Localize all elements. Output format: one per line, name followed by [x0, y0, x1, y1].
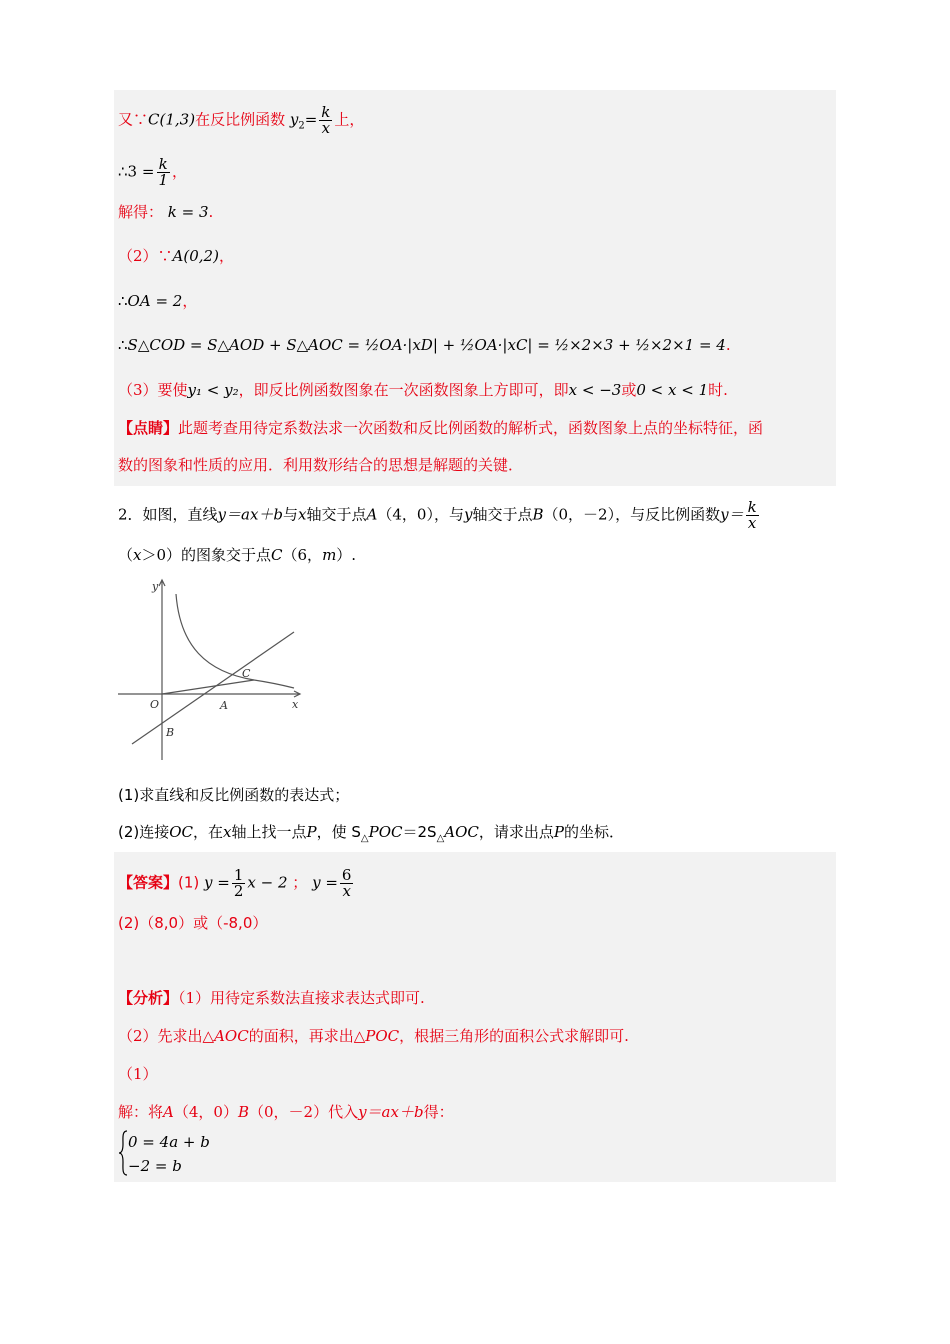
- analysis-tag: 【分析】: [118, 989, 179, 1007]
- label-b: B: [166, 726, 175, 739]
- fraction: $\frac{k}{1}$: [158, 155, 168, 189]
- line-7: （3）要使y₁ < y₂，即反比例函数图象在一次函数图象上方即可，即x < −3或0 < x < 1时.: [118, 381, 728, 399]
- answer-tag: 【答案】: [118, 873, 179, 892]
- line-1: 又∵C(1,3)在反比例函数 $y_2=$ $\frac{k}{x}$ 上，: [118, 103, 365, 137]
- comment-line-1: 【点睛】此题考查用待定系数法求一次函数和反比例函数的解析式，函数图象上点的坐标特征，函: [118, 419, 764, 437]
- line-graph: [132, 632, 294, 744]
- problem-2-stem-1: 2．如图，直线y＝ax＋b与x轴交于点A（4，0），与y轴交于点B（0，－2），与反比例函数y＝ $\frac{k}{x}$: [118, 498, 757, 532]
- brace-icon: [118, 1130, 128, 1176]
- line-5: ∴OA = 2，: [118, 292, 198, 310]
- question-1: (1)求直线和反比例函数的表达式；: [118, 786, 350, 804]
- answer-line-2: (2)（8,0）或（-8,0）: [118, 914, 268, 932]
- answer-line-1: 【答案】(1) y = $\frac{1}{2}$ x − 2 ； y = $\frac{6}{x}$: [118, 866, 352, 900]
- function-graph: [114, 576, 306, 762]
- comment-tag: 【点睛】: [118, 419, 179, 437]
- problem-2-stem-2: （x＞0）的图象交于点C（6，m）.: [118, 546, 357, 564]
- label-o: O: [150, 698, 160, 711]
- label-c: C: [242, 667, 251, 680]
- label-y: y: [152, 580, 159, 593]
- line-3: 解得： k = 3.: [118, 203, 214, 221]
- hyperbola-curve: [176, 594, 294, 688]
- comment-line-2: 数的图象和性质的应用．利用数形结合的思想是解题的关键．: [118, 456, 524, 474]
- question-2: (2)连接OC，在x轴上找一点P，使 $S_\triangle POC=2S_\triangle AOC$，请求出点P的坐标．: [118, 823, 625, 844]
- analysis-line-1: 【分析】（1）用待定系数法直接求表达式即可.: [118, 989, 425, 1007]
- fraction: $\frac{k}{x}$: [321, 103, 331, 137]
- fraction: $\frac{6}{x}$: [341, 866, 352, 900]
- analysis-line-2: （2）先求出△AOC的面积，再求出△POC，根据三角形的面积公式求解即可.: [118, 1027, 629, 1045]
- label-x: x: [292, 698, 299, 711]
- label-a: A: [220, 699, 228, 712]
- line-6: ∴S△COD = S△AOD + S△AOC = ½OA·|xD| + ½OA·|xC| = ½×2×3 + ½×2×1 = 4.: [118, 336, 731, 354]
- fraction: $\frac{1}{2}$: [233, 866, 244, 900]
- line-2: ∴3 = $\frac{k}{1}$ ，: [118, 155, 187, 189]
- system-eq-1: 0 = 4a + b: [128, 1133, 210, 1151]
- line-4: （2）∵A(0,2)，: [118, 247, 234, 265]
- system-eq-2: −2 = b: [128, 1157, 182, 1175]
- fraction: $\frac{k}{x}$: [747, 498, 757, 532]
- solution-label: （1）: [118, 1065, 158, 1083]
- solution-line-1: 解：将A（4，0）B（0，－2）代入y＝ax＋b得：: [118, 1103, 454, 1121]
- answer-block: [114, 852, 836, 1182]
